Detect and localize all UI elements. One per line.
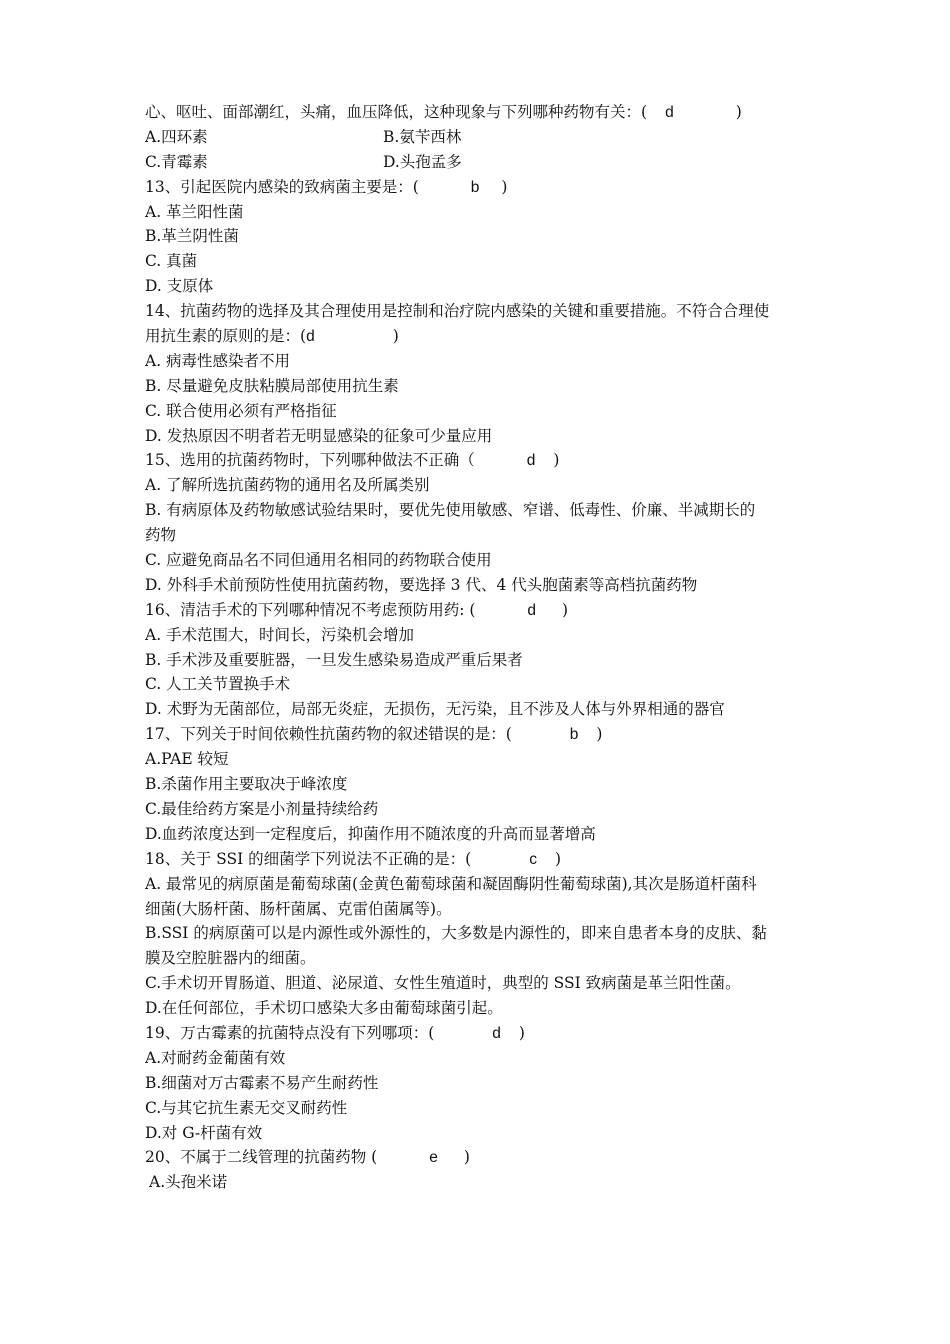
line-text: C.手术切开胃肠道、胆道、泌尿道、女性生殖道时，典型的 SSI 致病菌是革兰阳性菌。 <box>145 974 741 993</box>
question-line <box>145 448 810 473</box>
question-text: 心、呕吐、面部潮红，头痛，血压降低，这种现象与下列哪种药物有关：( <box>145 103 648 121</box>
text-line <box>145 249 810 274</box>
text-line <box>145 299 810 324</box>
text-line <box>145 224 810 249</box>
text-line <box>145 424 810 449</box>
question-line <box>145 1145 810 1170</box>
option-right: D.头孢孟多 <box>383 152 462 171</box>
answer-letter: d <box>492 1024 501 1042</box>
option-left: C.青霉素 <box>145 152 208 171</box>
answer-letter: b <box>470 178 480 196</box>
text-line <box>145 623 810 648</box>
text-line <box>145 672 810 697</box>
answer-letter: d <box>527 601 537 619</box>
closing-paren: ) <box>518 1023 525 1042</box>
line-text: A. 手术范围大，时间长，污染机会增加 <box>145 625 415 644</box>
text-line <box>145 872 810 897</box>
text-line <box>145 523 810 548</box>
option-right: B.氨苄西林 <box>383 127 462 146</box>
text-line <box>145 971 810 996</box>
question-text: 17、下列关于时间依赖性抗菌药物的叙述错误的是：( <box>145 725 512 744</box>
line-text: C.与其它抗生素无交叉耐药性 <box>145 1098 348 1117</box>
closing-paren: ) <box>463 1148 470 1167</box>
text-line <box>145 797 810 822</box>
answer-letter: d <box>665 104 674 121</box>
line-text: B.革兰阴性菌 <box>145 227 239 246</box>
question-text: 15、选用的抗菌药物时，下列哪种做法不正确（ <box>145 451 475 470</box>
closing-paren: ) <box>562 600 569 619</box>
text-line <box>145 573 810 598</box>
line-text: 细菌(大肠杆菌、肠杆菌属、克雷伯菌属等)。 <box>145 899 452 918</box>
question-line <box>145 1021 810 1046</box>
question-text: 用抗生素的原则的是：( <box>145 327 307 346</box>
question-line <box>145 324 810 349</box>
line-text: A. 病毒性感染者不用 <box>145 351 291 370</box>
text-line <box>145 1071 810 1096</box>
text-line <box>145 697 810 722</box>
line-text: 膜及空腔脏器内的细菌。 <box>145 949 316 968</box>
line-text: C. 真菌 <box>145 252 198 271</box>
line-text: A.对耐药金葡菌有效 <box>145 1048 286 1067</box>
answer-letter: d <box>306 328 315 346</box>
text-line <box>145 274 810 299</box>
answer-letter: c <box>529 850 537 868</box>
line-text: A. 了解所选抗菌药物的通用名及所属类别 <box>145 476 430 495</box>
text-line <box>145 897 810 922</box>
line-text: A. 革兰阳性菌 <box>145 202 244 221</box>
line-text: C. 人工关节置换手术 <box>145 675 291 694</box>
document-page <box>145 100 810 1195</box>
answer-letter: b <box>569 726 579 744</box>
line-text: B. 尽量避免皮肤粘膜局部使用抗生素 <box>145 376 399 395</box>
question-text: 20、不属于二线管理的抗菌药物 ( <box>145 1148 378 1167</box>
text-line <box>145 1170 810 1195</box>
option-pair-line <box>145 125 810 150</box>
line-text: B.细菌对万古霉素不易产生耐药性 <box>145 1073 379 1092</box>
text-line <box>145 772 810 797</box>
text-line <box>145 548 810 573</box>
question-text: 16、清洁手术的下列哪种情况不考虑预防用药: ( <box>145 600 476 619</box>
line-text: B. 手术涉及重要脏器，一旦发生感染易造成严重后果者 <box>145 650 523 669</box>
question-line <box>145 175 810 200</box>
question-text: 13、引起医院内感染的致病菌主要是：( <box>145 177 419 196</box>
line-text: A. 最常见的病原菌是葡萄球菌(金黄色葡萄球菌和凝固酶阴性葡萄球菌),其次是肠道杆菌科 <box>145 874 757 893</box>
line-text: D. 支原体 <box>145 277 214 296</box>
text-line <box>145 822 810 847</box>
line-text: B.SSI 的病原菌可以是内源性或外源性的，大多数是内源性的，即来自患者本身的皮肤、黏 <box>145 924 767 943</box>
closing-paren: ) <box>735 103 742 121</box>
line-text: D.在任何部位，手术切口感染大多由葡萄球菌引起。 <box>145 999 503 1018</box>
closing-paren: ) <box>596 725 603 744</box>
line-text: A.头孢米诺 <box>149 1173 228 1192</box>
text-line <box>145 399 810 424</box>
question-line <box>145 722 810 747</box>
text-line <box>145 1046 810 1071</box>
closing-paren: ) <box>553 451 560 470</box>
closing-paren: ) <box>501 177 508 196</box>
text-line <box>145 349 810 374</box>
text-line <box>145 498 810 523</box>
option-left: A.四环素 <box>145 127 208 146</box>
line-text: B.杀菌作用主要取决于峰浓度 <box>145 775 348 794</box>
text-line <box>145 473 810 498</box>
line-text: C. 应避免商品名不同但通用名相同的药物联合使用 <box>145 551 492 570</box>
option-pair-line <box>145 150 810 175</box>
line-text: 14、抗菌药物的选择及其合理使用是控制和治疗院内感染的关键和重要措施。不符合合理使 <box>145 302 770 321</box>
line-text: A.PAE 较短 <box>145 750 229 769</box>
closing-paren: ) <box>554 849 562 868</box>
answer-letter: e <box>429 1149 438 1167</box>
question-text: 18、关于 SSI 的细菌学下列说法不正确的是：( <box>145 849 472 868</box>
line-text: C.最佳给药方案是小剂量持续给药 <box>145 799 379 818</box>
text-line <box>145 996 810 1021</box>
line-text: 药物 <box>145 526 177 545</box>
text-line <box>145 1096 810 1121</box>
line-text: D.血药浓度达到一定程度后，抑菌作用不随浓度的升高而显著增高 <box>145 824 596 843</box>
text-line <box>145 648 810 673</box>
line-text: C. 联合使用必须有严格指征 <box>145 401 337 420</box>
line-text: B. 有病原体及药物敏感试验结果时，要优先使用敏感、窄谱、低毒性、价廉、半减期长的 <box>145 501 756 520</box>
line-text: D.对 G-杆菌有效 <box>145 1123 263 1142</box>
question-line <box>145 847 810 872</box>
question-line <box>145 598 810 623</box>
closing-paren: ) <box>392 327 399 346</box>
text-line <box>145 946 810 971</box>
text-line <box>145 374 810 399</box>
text-line <box>145 747 810 772</box>
answer-letter: d <box>526 452 536 470</box>
text-line <box>145 1121 810 1146</box>
question-text: 19、万古霉素的抗菌特点没有下列哪项：( <box>145 1023 435 1042</box>
line-text: D. 发热原因不明者若无明显感染的征象可少量应用 <box>145 426 493 445</box>
question-line <box>145 100 810 125</box>
line-text: D. 外科手术前预防性使用抗菌药物，要选择 3 代、4 代头胞菌素等高档抗菌药物 <box>145 575 698 594</box>
text-line <box>145 921 810 946</box>
text-line <box>145 200 810 225</box>
line-text: D. 术野为无菌部位，局部无炎症，无损伤，无污染，且不涉及人体与外界相通的器官 <box>145 700 725 719</box>
